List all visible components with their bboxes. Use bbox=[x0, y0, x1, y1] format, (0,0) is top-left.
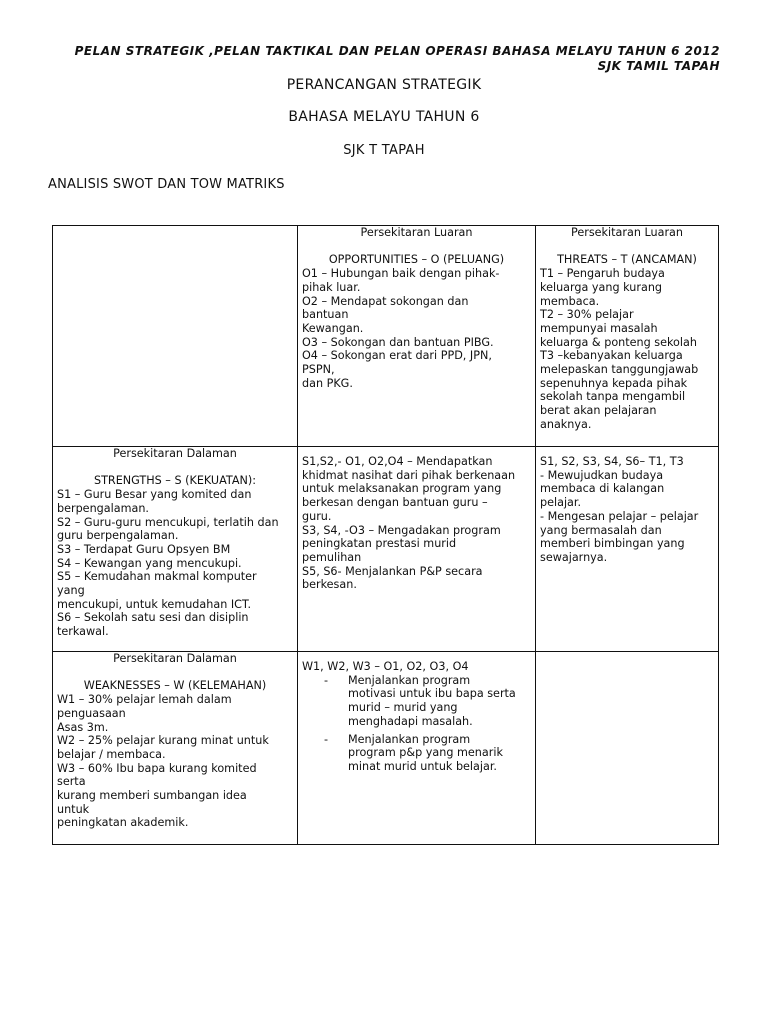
text-line: membaca. bbox=[540, 294, 600, 308]
subject-heading: BAHASA MELAYU TAHUN 6 bbox=[288, 109, 480, 125]
text-line: untuk melaksanakan program yang bbox=[302, 482, 502, 496]
text-line: O1 – Hubungan baik dengan pihak- bbox=[302, 267, 500, 281]
text-line: S3 – Terdapat Guru Opsyen BM bbox=[57, 542, 231, 556]
wo-action-item-1-text bbox=[348, 674, 531, 729]
text-line: guru berpengalaman. bbox=[57, 529, 179, 543]
opportunities-heading: Persekitaran Luaran bbox=[360, 226, 473, 239]
text-line: membaca di kalangan bbox=[540, 482, 665, 496]
text-line: program p&p yang menarik bbox=[348, 746, 503, 760]
strengths-cell bbox=[53, 447, 298, 652]
opportunities-cell bbox=[298, 226, 536, 447]
text-line: sewajarnya. bbox=[540, 550, 608, 564]
text-line: peningkatan prestasi murid bbox=[302, 537, 457, 551]
text-line: sepenuhnya kepada pihak bbox=[540, 376, 688, 390]
weaknesses-cell bbox=[53, 652, 298, 845]
text-line: motivasi untuk ibu bapa serta bbox=[348, 687, 516, 701]
threats-title: THREATS – T (ANCAMAN) bbox=[557, 253, 697, 267]
matrix-corner-cell bbox=[53, 226, 298, 447]
text-line: T1 – Pengaruh budaya bbox=[540, 267, 665, 281]
text-line: penguasaan bbox=[57, 706, 126, 720]
text-line: - Menjalankan program bbox=[348, 673, 471, 687]
text-line: serta bbox=[57, 775, 86, 789]
text-line: terkawal. bbox=[57, 625, 109, 639]
section-label: ANALISIS SWOT DAN TOW MATRIKS bbox=[48, 177, 285, 192]
strengths-heading: Persekitaran Dalaman bbox=[113, 447, 237, 460]
text-line: PSPN, bbox=[302, 363, 335, 377]
text-line: S2 – Guru-guru mencukupi, terlatih dan bbox=[57, 515, 279, 529]
wo-strategy-intro: W1, W2, W3 – O1, O2, O3, O4 bbox=[302, 660, 469, 673]
main-heading: PERANCANGAN STRATEGIK bbox=[286, 77, 482, 93]
text-line: T2 – 30% pelajar bbox=[540, 308, 634, 322]
text-line: - Mengesan pelajar – pelajar bbox=[540, 509, 699, 523]
text-line: untuk bbox=[57, 802, 90, 816]
text-line: peningkatan akademik. bbox=[57, 816, 189, 830]
text-line: keluarga & ponteng sekolah bbox=[540, 335, 697, 349]
text-line: mempunyai masalah bbox=[540, 321, 658, 335]
text-line: melepaskan tanggungjawab bbox=[540, 363, 699, 377]
text-line: anaknya. bbox=[540, 417, 592, 431]
text-line: memberi bimbingan yang bbox=[540, 537, 685, 551]
text-line: murid – murid yang bbox=[348, 701, 458, 715]
text-line: S5, S6- Menjalankan P&P secara bbox=[302, 564, 483, 578]
weaknesses-list bbox=[57, 693, 293, 830]
text-line: S4 – Kewangan yang mencukupi. bbox=[57, 556, 242, 570]
wo-action-item bbox=[324, 733, 531, 774]
wo-action-item bbox=[324, 674, 531, 729]
text-line: dan PKG. bbox=[302, 376, 353, 390]
text-line: W2 – 25% pelajar kurang minat untuk bbox=[57, 734, 269, 748]
text-line: W3 – 60% Ibu bapa kurang komited bbox=[57, 761, 257, 775]
text-line: berat akan pelajaran bbox=[540, 404, 657, 418]
text-line: menghadapi masalah. bbox=[348, 714, 473, 728]
text-line: berkesan dengan bantuan guru – bbox=[302, 496, 488, 510]
st-strategy-cell bbox=[536, 447, 719, 652]
text-line: W1 – 30% pelajar lemah dalam bbox=[57, 693, 232, 707]
text-line: - Mewujudkan budaya bbox=[540, 468, 664, 482]
text-line: khidmat nasihat dari pihak berkenaan bbox=[302, 468, 516, 482]
text-line: S5 – Kemudahan makmal komputer bbox=[57, 570, 257, 584]
text-line: yang bermasalah dan bbox=[540, 523, 662, 537]
text-line: pihak luar. bbox=[302, 280, 361, 294]
text-line: yang bbox=[57, 584, 85, 598]
weaknesses-heading: Persekitaran Dalaman bbox=[113, 652, 237, 665]
text-line: guru. bbox=[302, 509, 332, 523]
text-line: Asas 3m. bbox=[57, 720, 109, 734]
wt-strategy-cell bbox=[536, 652, 719, 845]
threats-cell bbox=[536, 226, 719, 447]
matrix-row-external bbox=[53, 226, 719, 447]
text-line: O4 – Sokongan erat dari PPD, JPN, bbox=[302, 349, 492, 363]
weaknesses-title: WEAKNESSES – W (KELEMAHAN) bbox=[83, 679, 267, 693]
opportunities-list bbox=[302, 267, 531, 390]
st-strategy-list bbox=[540, 455, 714, 565]
header-title-line1: PELAN STRATEGIK ,PELAN TAKTIKAL DAN PELAN OPERASI BAHASA MELAYU TAHUN 6 2012 bbox=[74, 44, 720, 58]
wo-strategy-cell bbox=[298, 652, 536, 845]
text-line: pelajar. bbox=[540, 496, 582, 510]
text-line: berkesan. bbox=[302, 578, 357, 592]
text-line: bantuan bbox=[302, 308, 349, 322]
threats-list bbox=[540, 267, 714, 431]
text-line: S6 – Sekolah satu sesi dan disiplin bbox=[57, 611, 249, 625]
text-line: T3 –kebanyakan keluarga bbox=[540, 349, 683, 363]
strengths-title: STRENGTHS – S (KEKUATAN): bbox=[93, 474, 257, 488]
opportunities-title: OPPORTUNITIES – O (PELUANG) bbox=[328, 253, 505, 267]
text-line: O2 – Mendapat sokongan dan bbox=[302, 294, 469, 308]
swot-tows-matrix bbox=[52, 225, 719, 845]
wo-action-item-2-text bbox=[348, 733, 531, 774]
text-line: Kewangan. bbox=[302, 321, 364, 335]
text-line: mencukupi, untuk kemudahan ICT. bbox=[57, 597, 252, 611]
text-line: kurang memberi sumbangan idea bbox=[57, 789, 247, 803]
text-line: pemulihan bbox=[302, 550, 362, 564]
strengths-list bbox=[57, 488, 293, 639]
text-line: minat murid untuk belajar. bbox=[348, 759, 497, 773]
text-line: keluarga yang kurang bbox=[540, 280, 663, 294]
so-strategy-list bbox=[302, 455, 531, 592]
text-line: S1 – Guru Besar yang komited dan bbox=[57, 488, 252, 502]
text-line: S1, S2, S3, S4, S6– T1, T3 bbox=[540, 455, 684, 468]
text-line: - Menjalankan program bbox=[348, 732, 471, 746]
text-line: S1,S2,- O1, O2,O4 – Mendapatkan bbox=[302, 455, 493, 468]
text-line: belajar / membaca. bbox=[57, 747, 166, 761]
text-line: O3 – Sokongan dan bantuan PIBG. bbox=[302, 335, 494, 349]
text-line: S3, S4, -O3 – Mengadakan program bbox=[302, 523, 501, 537]
threats-heading: Persekitaran Luaran bbox=[571, 226, 683, 239]
wo-action-list bbox=[302, 674, 531, 774]
school-heading: SJK T TAPAH bbox=[343, 143, 425, 158]
matrix-row-weaknesses bbox=[53, 652, 719, 845]
matrix-row-strengths bbox=[53, 447, 719, 652]
text-line: berpengalaman. bbox=[57, 501, 149, 515]
so-strategy-cell bbox=[298, 447, 536, 652]
text-line: sekolah tanpa mengambil bbox=[540, 390, 686, 404]
document-header bbox=[40, 44, 720, 74]
header-title-line2: SJK TAMIL TAPAH bbox=[597, 59, 720, 73]
